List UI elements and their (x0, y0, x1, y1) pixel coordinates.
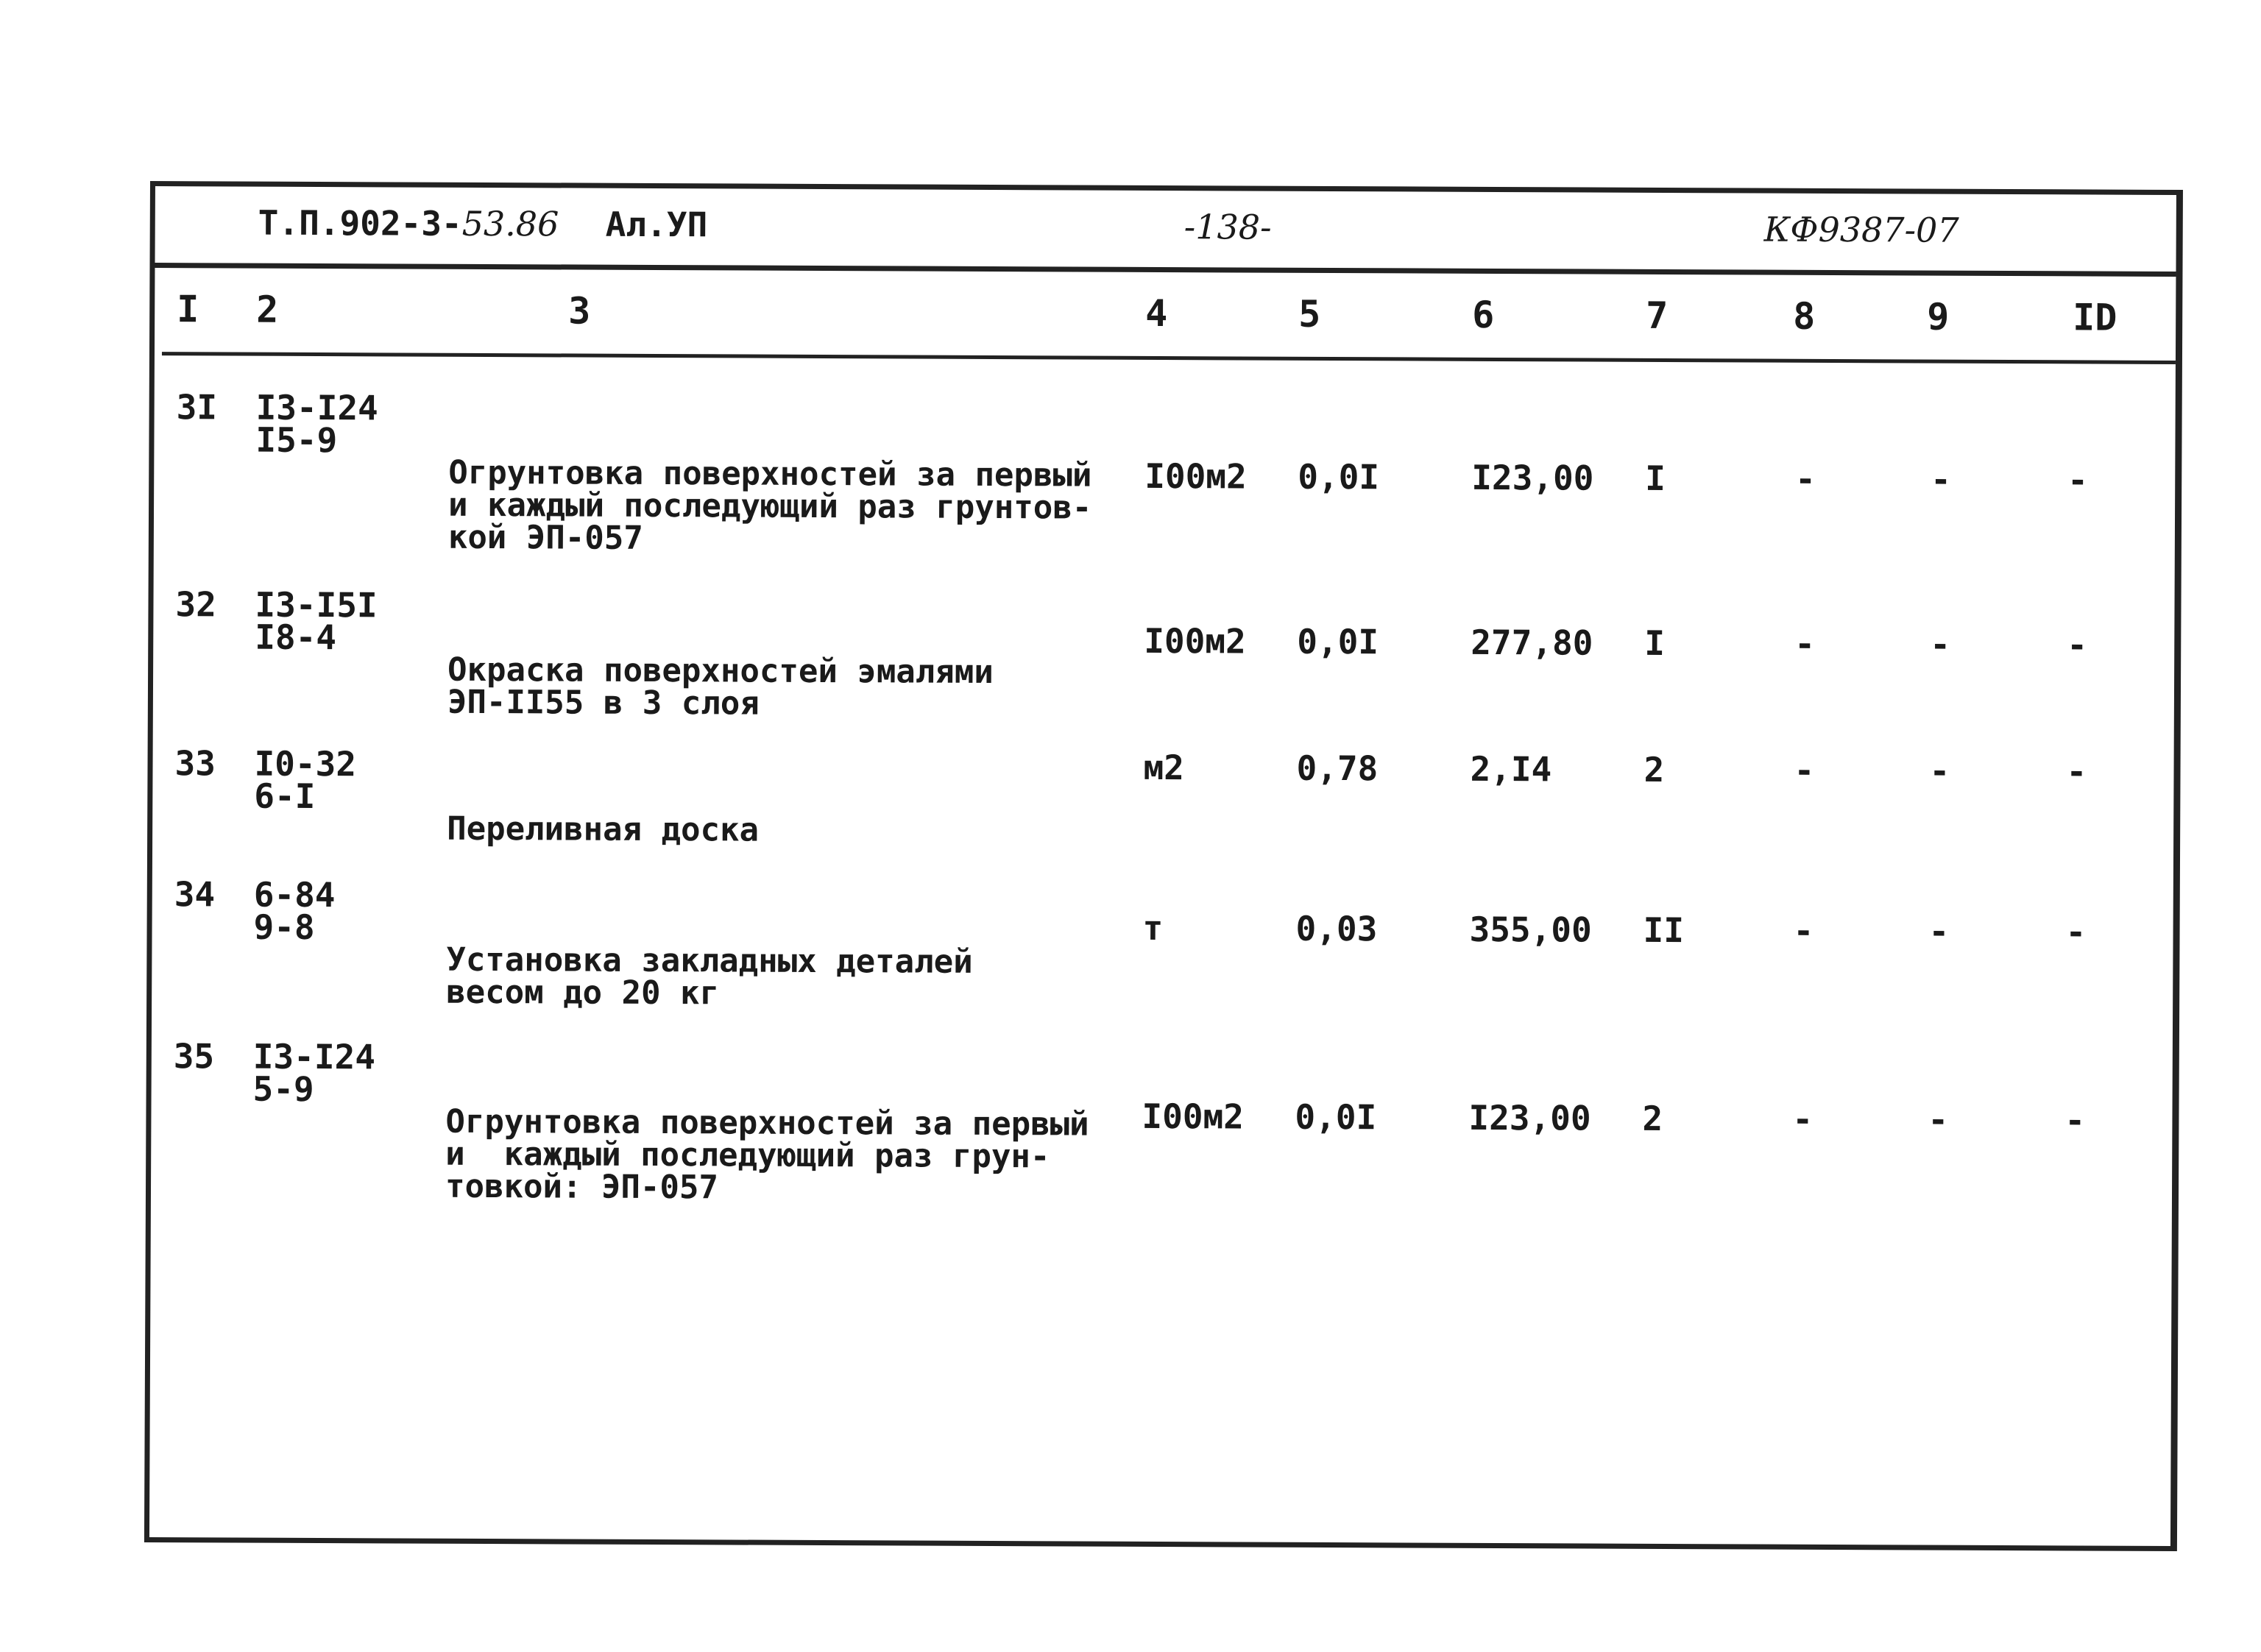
column-10-value: - (2066, 751, 2087, 792)
column-number-3: 3 (568, 289, 591, 333)
column-9-value: - (1930, 624, 1951, 664)
work-description: Установка закладных деталей весом до 20 кг (446, 940, 973, 1013)
column-9-value: - (1928, 1099, 1949, 1140)
table-row (152, 1036, 2173, 1207)
unit: I00м2 (1144, 620, 1246, 662)
column-7-value: II (1643, 910, 1685, 951)
column-7-value: 2 (1643, 749, 1665, 790)
column-number-7: 7 (1646, 294, 1669, 338)
column-7-value: I (1645, 458, 1666, 498)
quantity: 0,03 (1295, 908, 1378, 949)
work-description: Окраска поверхностей эмалями ЭП-II55 в 3 слоя (447, 650, 994, 723)
quantity: 0,0I (1298, 456, 1380, 497)
table-row (152, 874, 2173, 1013)
quantity: 0,0I (1297, 621, 1379, 662)
unit-price: 355,00 (1469, 909, 1592, 950)
unit: т (1142, 907, 1164, 949)
unit: I00м2 (1142, 1096, 1245, 1137)
column-header-divider (162, 352, 2176, 364)
column-9-value: - (1929, 751, 1950, 791)
norm-code: I3-I24 5-9 (252, 1036, 376, 1109)
header-divider (155, 263, 2176, 277)
column-number-1: I (177, 288, 199, 331)
album-label: Ал.УП (605, 204, 708, 245)
table-row (155, 387, 2176, 557)
column-9-value: - (1931, 459, 1952, 500)
column-8-value: - (1792, 1099, 1814, 1139)
table-row (153, 743, 2174, 849)
column-number-9: 9 (1927, 295, 1950, 338)
column-8-value: - (1795, 458, 1816, 499)
column-8-value: - (1794, 623, 1816, 664)
work-description: Переливная доска (447, 809, 760, 849)
column-number-5: 5 (1298, 292, 1321, 336)
norm-code: I3-I5I I8-4 (255, 584, 378, 658)
unit-price: I23,00 (1471, 457, 1594, 498)
norm-code: I3-I24 I5-9 (255, 387, 378, 461)
quantity: 0,78 (1296, 748, 1379, 789)
row-number: 34 (174, 874, 216, 915)
row-number: 32 (175, 584, 216, 625)
work-description: Огрунтовка поверхностей за первый и каждый последующий раз грун- товкой: ЭП-057 (445, 1102, 1089, 1207)
column-7-value: 2 (1642, 1098, 1663, 1138)
document-code-handwritten: 53.86 (461, 203, 559, 244)
table-frame (144, 181, 2183, 1551)
unit: м2 (1143, 747, 1185, 788)
column-number-2: 2 (256, 288, 279, 331)
column-number-4: 4 (1145, 291, 1168, 336)
row-number: 35 (173, 1036, 215, 1077)
norm-code: 6-84 9-8 (253, 874, 336, 947)
document-code: Т.П.902-3-53.86 (258, 202, 559, 244)
column-number-8: 8 (1793, 294, 1816, 338)
column-9-value: - (1928, 911, 1950, 951)
column-8-value: - (1793, 910, 1814, 951)
column-10-value: - (2067, 460, 2089, 500)
column-10-value: - (2065, 912, 2087, 952)
row-number: 33 (174, 743, 216, 784)
table-row (154, 584, 2175, 723)
quantity: 0,0I (1295, 1096, 1377, 1138)
column-10-value: - (2067, 625, 2088, 665)
stamp-number: КФ9387-07 (1763, 209, 1959, 250)
column-8-value: - (1794, 750, 1815, 790)
unit-price: I23,00 (1468, 1097, 1591, 1138)
column-7-value: I (1644, 623, 1666, 663)
unit-price: 277,80 (1471, 622, 1593, 663)
row-number: 3I (176, 387, 218, 428)
column-number-10: ID (2073, 296, 2117, 339)
norm-code: I0-32 6-I (254, 743, 357, 816)
column-10-value: - (2064, 1100, 2086, 1141)
work-description: Огрунтовка поверхностей за первый и каждый последующий раз грунтов- кой ЭП-057 (447, 453, 1092, 557)
column-number-6: 6 (1472, 293, 1495, 336)
unit: I00м2 (1144, 455, 1247, 497)
unit-price: 2,I4 (1470, 748, 1552, 790)
page-number: -138- (1183, 207, 1272, 247)
